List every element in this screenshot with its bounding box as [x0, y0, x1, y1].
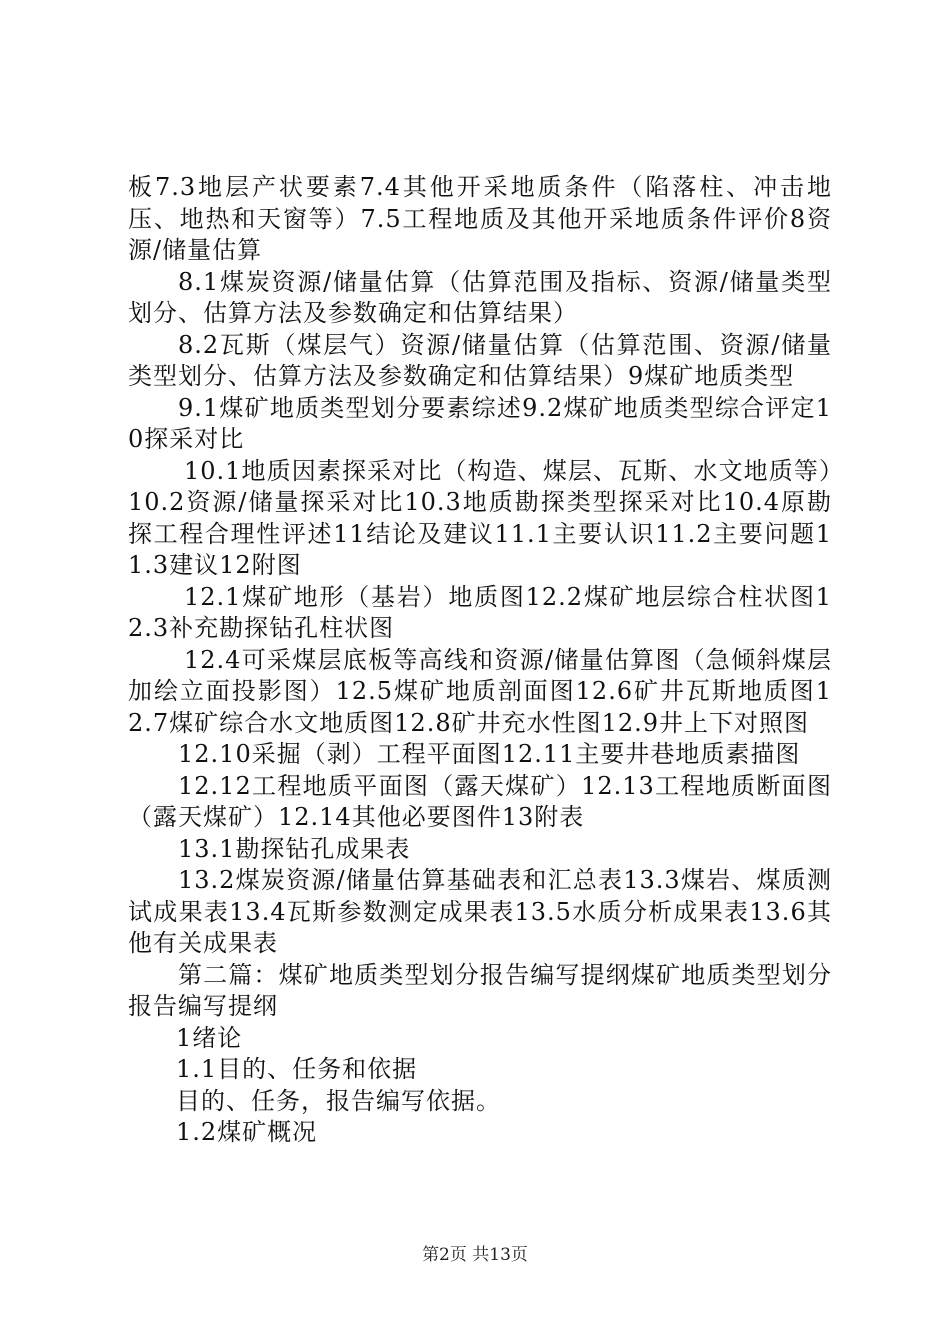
page-footer: 第2页 共13页	[422, 1245, 528, 1265]
paragraph-13-1: 13.1勘探钻孔成果表	[178, 834, 411, 863]
paragraph-9-1: 9.1煤矿地质类型划分要素综述9.2煤矿地质类型综合评定10探采对比	[128, 393, 832, 453]
paragraph-7-3-to-8: 板7.3地层产状要素7.4其他开采地质条件（陷落柱、冲击地压、地热和天窗等）7.5工程地质及其他开采地质条件评价8资源/储量估算	[128, 173, 832, 264]
heading-1-introduction: 1绪论	[176, 1023, 243, 1052]
paragraph-12-12: 12.12工程地质平面图（露天煤矿）12.13工程地质断面图（露天煤矿）12.14其他必要图件13附表	[128, 771, 832, 831]
paragraph-10-1: 10.1地质因素探采对比（构造、煤层、瓦斯、水文地质等）10.2资源/储量探采对比10.3地质勘探类型探采对比10.4原勘探工程合理性评述11结论及建议11.1主要认识11.2主要问题11.3建议12附图	[128, 456, 832, 579]
heading-1-2: 1.2煤矿概况	[176, 1118, 318, 1146]
paragraph-12-4: 12.4可采煤层底板等高线和资源/储量估算图（急倾斜煤层加绘立面投影图）12.5煤矿地质剖面图12.6矿井瓦斯地质图12.7煤矿综合水文地质图12.8矿井充水性图12.9井上下对照图	[128, 645, 832, 737]
document-body	[128, 172, 832, 1149]
section-heading-part-two: 第二篇：煤矿地质类型划分报告编写提纲煤矿地质类型划分报告编写提纲	[128, 960, 832, 1020]
paragraph-8-2: 8.2瓦斯（煤层气）资源/储量估算（估算范围、资源/储量类型划分、估算方法及参数确定和估算结果）9煤矿地质类型	[128, 330, 832, 390]
paragraph-8-1: 8.1煤炭资源/储量估算（估算范围及指标、资源/储量类型划分、估算方法及参数确定和估算结果）	[128, 267, 832, 327]
heading-1-1: 1.1目的、任务和依据	[176, 1055, 418, 1083]
paragraph-12-1: 12.1煤矿地形（基岩）地质图12.2煤矿地层综合柱状图12.3补充勘探钻孔柱状图	[128, 582, 832, 642]
paragraph-13-2: 13.2煤炭资源/储量估算基础表和汇总表13.3煤岩、煤质测试成果表13.4瓦斯参数测定成果表13.5水质分析成果表13.6其他有关成果表	[128, 866, 832, 957]
paragraph-purpose: 目的、任务，报告编写依据。	[176, 1086, 501, 1115]
paragraph-12-10: 12.10采掘（剥）工程平面图12.11主要井巷地质素描图	[178, 740, 801, 768]
